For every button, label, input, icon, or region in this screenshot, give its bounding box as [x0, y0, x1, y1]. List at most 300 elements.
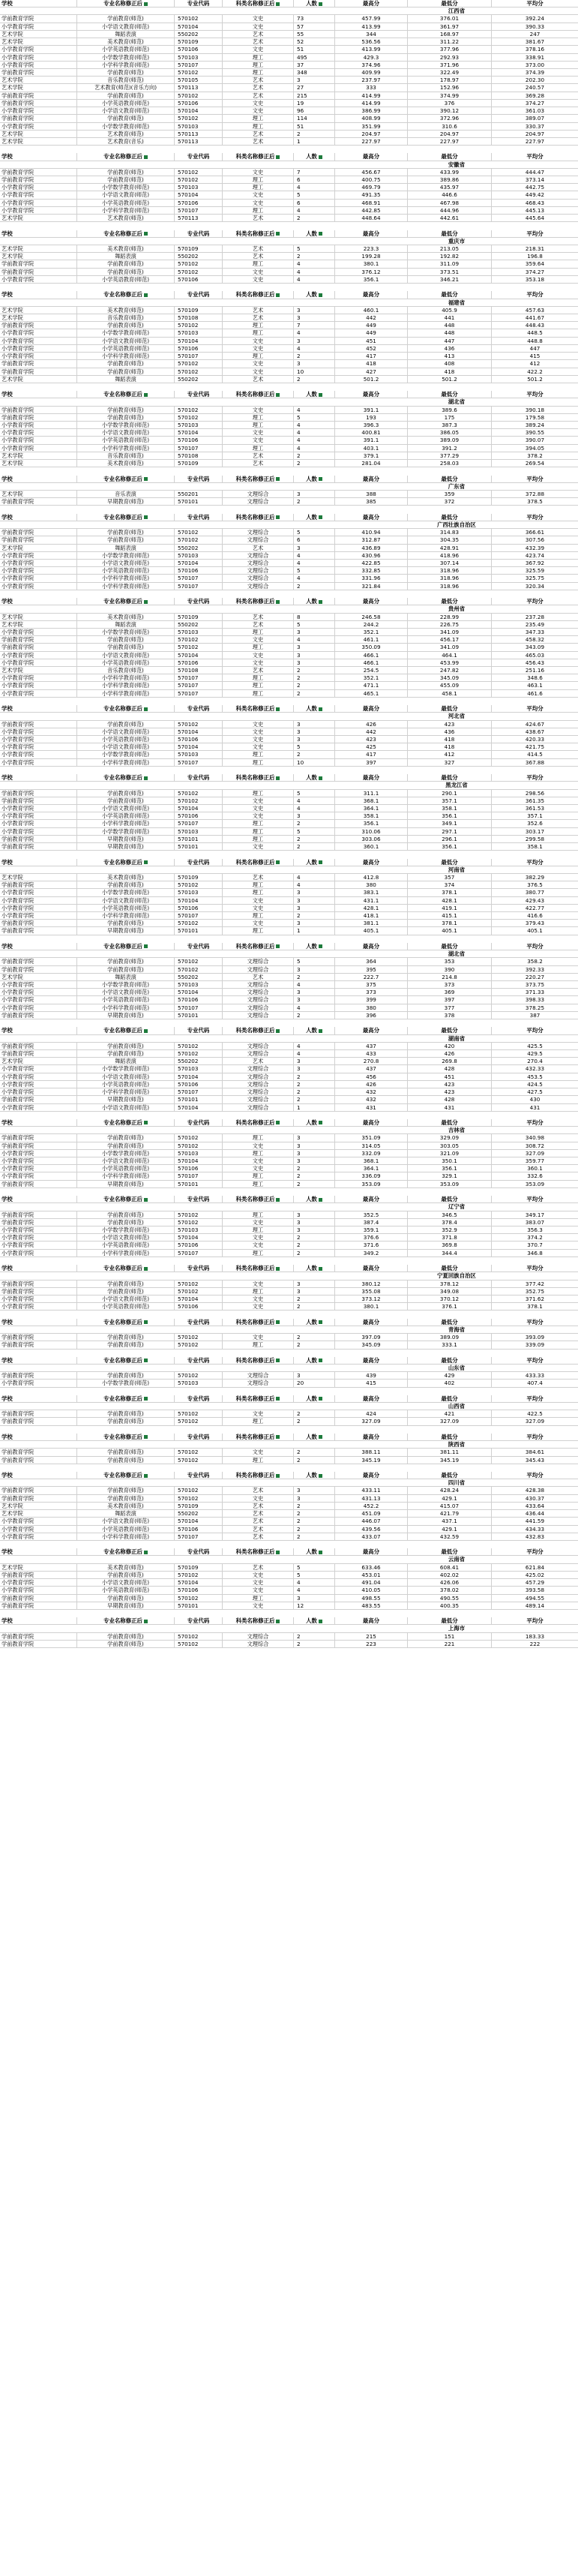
table-row [0, 437, 578, 444]
table-cell-code: 570102 [175, 1043, 223, 1049]
filter-dropdown-icon[interactable] [319, 2, 322, 6]
filter-dropdown-icon[interactable] [319, 1198, 322, 1202]
filter-dropdown-icon[interactable] [276, 1198, 280, 1202]
table-cell-min: 311.09 [408, 260, 492, 267]
column-header-label: 最低分 [441, 475, 458, 482]
table-row [0, 414, 578, 422]
table-cell-avg: 218.31 [525, 245, 545, 252]
filter-dropdown-icon[interactable] [144, 1029, 148, 1033]
table-cell-school: 小学教育学院 [0, 828, 77, 835]
filter-dropdown-icon[interactable] [319, 860, 322, 864]
table-cell-category: 文理综合 [223, 529, 294, 536]
table-cell-max: 449 [335, 322, 408, 329]
column-header-label: 专业代码 [187, 1617, 210, 1625]
table-cell-category: 艺术 [223, 92, 294, 99]
filter-dropdown-icon[interactable] [276, 477, 280, 481]
column-header-school [0, 1617, 77, 1624]
table-cell-min: 377.96 [408, 46, 492, 53]
table-cell-code: 570104 [175, 191, 223, 198]
table-row [0, 491, 578, 498]
column-header-min [408, 0, 492, 7]
filter-dropdown-icon[interactable] [319, 232, 322, 236]
table-cell-school: 学前教育学院 [0, 536, 77, 543]
province-name: 四川省 [448, 1479, 466, 1487]
table-cell-school: 小学教育学院 [0, 23, 77, 30]
table-cell-max: 227.97 [335, 138, 408, 145]
filter-dropdown-icon[interactable] [276, 1397, 280, 1401]
table-cell-avg: 422.5 [527, 1410, 543, 1418]
column-header-label: 最低分 [441, 1356, 458, 1364]
table-cell-major: 小学数学教育(师范) [77, 629, 175, 635]
table-cell-max: 352.1 [335, 629, 408, 635]
column-header-label: 学校 [1, 598, 13, 605]
table-cell-school: 学前教育学院 [0, 797, 77, 804]
table-cell-min: 458.1 [408, 690, 492, 697]
filter-dropdown-icon[interactable] [144, 860, 148, 864]
filter-dropdown-icon[interactable] [144, 707, 148, 711]
table-cell-major: 小学科学教育(师范) [77, 1172, 175, 1179]
table-cell-max: 254.5 [335, 667, 408, 674]
filter-dropdown-icon[interactable] [319, 1320, 322, 1324]
filter-dropdown-icon[interactable] [319, 393, 322, 397]
column-header-min [408, 514, 492, 521]
table-cell-major: 学前教育(师范) [77, 1449, 175, 1455]
table-cell-category: 艺术 [223, 1526, 294, 1533]
filter-dropdown-icon[interactable] [276, 232, 280, 236]
table-cell-school: 小学教育学院 [0, 107, 77, 114]
filter-dropdown-icon[interactable] [144, 1397, 148, 1401]
province-row [0, 483, 578, 491]
table-cell-min: 405.1 [408, 927, 492, 934]
table-cell-max: 311.1 [335, 790, 408, 797]
filter-dropdown-icon[interactable] [144, 1620, 148, 1623]
table-cell-school: 艺术学院 [0, 1058, 77, 1064]
table-row [0, 1142, 578, 1150]
filter-dropdown-icon[interactable] [319, 1620, 322, 1623]
table-cell-count: 3 [294, 736, 335, 743]
table-cell-code: 570107 [175, 690, 223, 697]
table-cell-code: 570101 [175, 1012, 223, 1019]
table-row [0, 1587, 578, 1594]
filter-dropdown-icon[interactable] [276, 1620, 280, 1623]
column-header-max [335, 1548, 408, 1555]
table-cell-category: 理工 [223, 1341, 294, 1348]
filter-dropdown-icon[interactable] [276, 944, 280, 948]
table-cell-avg: 299.58 [525, 835, 545, 842]
filter-dropdown-icon[interactable] [144, 393, 148, 397]
column-header-label: 人数 [306, 1433, 317, 1440]
table-row [0, 1495, 578, 1503]
table-cell-count: 2 [294, 1096, 335, 1103]
filter-dropdown-icon[interactable] [276, 1121, 280, 1124]
filter-dropdown-icon[interactable] [144, 944, 148, 948]
column-header-label: 科类名称修正后 [235, 774, 275, 782]
table-cell-code: 570109 [175, 245, 223, 252]
filter-dropdown-icon[interactable] [319, 1551, 322, 1554]
column-header-avg [492, 1472, 578, 1479]
table-cell-code: 570103 [175, 751, 223, 758]
table-cell-min: 345.09 [408, 674, 492, 681]
province-name: 河北省 [448, 713, 466, 720]
filter-dropdown-icon[interactable] [319, 1435, 322, 1439]
table-cell-code: 570104 [175, 743, 223, 750]
filter-dropdown-icon[interactable] [144, 1551, 148, 1554]
province-row [0, 1203, 578, 1211]
column-header-label: 最低分 [441, 942, 458, 950]
table-cell-max: 501.2 [335, 376, 408, 383]
column-header-max [335, 859, 408, 866]
table-cell-avg: 422.2 [527, 368, 543, 375]
table-row [0, 728, 578, 736]
column-header-label: 学校 [1, 391, 13, 398]
table-cell-major: 小学数学教育(师范) [77, 751, 175, 758]
column-header-major [77, 291, 175, 298]
table-cell-count: 348 [294, 69, 335, 76]
table-cell-max: 373 [335, 989, 408, 995]
filter-dropdown-icon[interactable] [319, 1029, 322, 1033]
table-cell-major: 学前教育(师范) [77, 1572, 175, 1578]
filter-dropdown-icon[interactable] [144, 155, 148, 159]
column-header-label: 最低分 [441, 153, 458, 161]
table-cell-code: 570101 [175, 1602, 223, 1609]
filter-dropdown-icon[interactable] [276, 293, 280, 297]
column-header-label: 最高分 [362, 1118, 380, 1126]
column-header-label: 平均分 [526, 1472, 544, 1479]
column-header-count [294, 598, 335, 605]
column-header-label: 科类名称修正后 [235, 475, 275, 482]
column-header-label: 平均分 [526, 1265, 544, 1272]
table-cell-category: 文理综合 [223, 1081, 294, 1088]
table-cell-school: 学前教育学院 [0, 1219, 77, 1226]
column-header-count [294, 476, 335, 482]
province-row [0, 299, 578, 307]
filter-dropdown-icon[interactable] [276, 776, 280, 780]
table-cell-major: 音乐教育(师范) [77, 314, 175, 321]
table-cell-school: 小学教育学院 [0, 437, 77, 443]
table-cell-max: 536.56 [335, 38, 408, 45]
table-cell-major: 学前教育(师范) [77, 1341, 175, 1348]
table-cell-max: 426 [335, 721, 408, 728]
table-cell-count: 2 [294, 1234, 335, 1241]
filter-dropdown-icon[interactable] [276, 155, 280, 159]
filter-dropdown-icon[interactable] [319, 707, 322, 711]
filter-dropdown-icon[interactable] [144, 776, 148, 780]
filter-dropdown-icon[interactable] [319, 1474, 322, 1478]
column-header-label: 最高分 [362, 1196, 380, 1203]
table-cell-count: 7 [294, 169, 335, 176]
table-cell-school: 学前教育学院 [0, 498, 77, 505]
table-row [0, 184, 578, 191]
filter-dropdown-icon[interactable] [144, 293, 148, 297]
table-row [0, 115, 578, 122]
table-cell-school: 学前教育学院 [0, 1043, 77, 1049]
column-header-max [335, 476, 408, 482]
table-cell-major: 学前教育(师范) [77, 1219, 175, 1226]
table-cell-school: 艺术学院 [0, 77, 77, 83]
filter-dropdown-icon[interactable] [319, 477, 322, 481]
table-cell-code: 550202 [175, 31, 223, 38]
table-row [0, 1234, 578, 1241]
table-cell-max: 465.1 [335, 690, 408, 697]
table-cell-avg: 240.57 [525, 84, 545, 92]
filter-dropdown-icon[interactable] [276, 1474, 280, 1478]
filter-dropdown-icon[interactable] [276, 1029, 280, 1033]
table-cell-min: 353.09 [408, 1181, 492, 1187]
column-header-max [335, 1196, 408, 1202]
table-cell-major: 艺术教育(师范)(音乐方向) [77, 84, 175, 91]
table-cell-code: 570106 [175, 1081, 223, 1088]
table-cell-min: 357.1 [408, 797, 492, 804]
table-cell-category: 理工 [223, 682, 294, 689]
table-row [0, 1341, 578, 1349]
filter-dropdown-icon[interactable] [276, 1551, 280, 1554]
table-row [0, 736, 578, 743]
filter-dropdown-icon[interactable] [276, 393, 280, 397]
table-cell-max: 452 [335, 345, 408, 352]
table-cell-major: 小学语文教育(师范) [77, 1073, 175, 1080]
column-header-label: 专业名称修正后 [103, 598, 142, 605]
filter-dropdown-icon[interactable] [144, 232, 148, 236]
column-header-code [175, 1196, 223, 1202]
table-cell-code: 570102 [175, 1288, 223, 1295]
filter-dropdown-icon[interactable] [276, 1267, 280, 1271]
table-cell-count: 2 [294, 1241, 335, 1248]
column-header-label: 平均分 [526, 230, 544, 237]
filter-dropdown-icon[interactable] [319, 944, 322, 948]
column-header-school [0, 1319, 77, 1326]
table-cell-max: 376.12 [335, 269, 408, 275]
table-cell-code: 570106 [175, 1587, 223, 1593]
table-cell-category: 文史 [223, 46, 294, 53]
filter-dropdown-icon[interactable] [319, 1359, 322, 1362]
table-cell-max: 413.99 [335, 23, 408, 30]
table-cell-max: 270.8 [335, 1058, 408, 1064]
table-cell-count: 2 [294, 1012, 335, 1019]
column-header-category [223, 1617, 294, 1624]
column-header-label: 专业代码 [187, 942, 210, 950]
column-header-label: 最高分 [362, 391, 380, 398]
table-cell-avg: 392.24 [525, 15, 545, 23]
province-row [0, 866, 578, 874]
table-row [0, 1226, 578, 1234]
table-row [0, 889, 578, 896]
table-cell-avg: 407.4 [527, 1380, 543, 1387]
province-row [0, 1272, 578, 1280]
table-cell-count: 3 [294, 1058, 335, 1064]
filter-dropdown-icon[interactable] [144, 1198, 148, 1202]
table-cell-school: 小学教育学院 [0, 1165, 77, 1172]
section-gap [0, 698, 578, 705]
table-row [0, 1157, 578, 1165]
table-cell-code: 550202 [175, 253, 223, 260]
column-header-code [175, 774, 223, 781]
table-cell-count: 4 [294, 874, 335, 881]
table-cell-school: 艺术学院 [0, 245, 77, 252]
table-cell-min: 247.82 [408, 667, 492, 674]
table-cell-category: 理工 [223, 1150, 294, 1157]
table-cell-min: 371.8 [408, 1234, 492, 1241]
table-cell-code: 570104 [175, 897, 223, 904]
table-cell-avg: 372.88 [525, 491, 545, 497]
table-cell-code: 570101 [175, 1181, 223, 1187]
table-cell-major: 小学语文教育(师范) [77, 897, 175, 904]
table-cell-major: 小学科学教育(师范) [77, 62, 175, 68]
filter-dropdown-icon[interactable] [319, 155, 322, 159]
table-cell-min: 423 [408, 1081, 492, 1088]
province-name: 上海市 [448, 1625, 466, 1632]
table-cell-avg: 343.09 [525, 644, 545, 651]
table-row [0, 828, 578, 836]
column-header-school [0, 598, 77, 605]
table-cell-avg: 378.25 [525, 1004, 545, 1011]
table-cell-count: 4 [294, 437, 335, 443]
column-header-label: 学校 [1, 1617, 13, 1625]
table-row [0, 1503, 578, 1510]
table-cell-max: 368.1 [335, 1157, 408, 1164]
filter-dropdown-icon[interactable] [319, 1121, 322, 1124]
column-header-code [175, 1357, 223, 1364]
section-gap [0, 590, 578, 598]
column-header-code [175, 1472, 223, 1479]
table-row [0, 429, 578, 437]
column-header-major [77, 230, 175, 237]
column-header-school [0, 705, 77, 712]
table-cell-major: 小学语文教育(师范) [77, 1579, 175, 1586]
filter-dropdown-icon[interactable] [276, 2, 280, 6]
table-cell-major: 小学数学教育(师范) [77, 889, 175, 896]
table-cell-min: 378.1 [408, 889, 492, 896]
table-cell-count: 215 [294, 92, 335, 99]
province-name: 湖北省 [448, 398, 466, 406]
filter-dropdown-icon[interactable] [319, 515, 322, 519]
table-cell-max: 237.97 [335, 77, 408, 83]
table-row [0, 422, 578, 429]
table-cell-school: 学前教育学院 [0, 920, 77, 926]
table-cell-major: 学前教育(师范) [77, 322, 175, 329]
table-row [0, 314, 578, 322]
table-cell-code: 570103 [175, 1065, 223, 1072]
column-header-label: 科类名称修正后 [235, 1472, 275, 1479]
filter-dropdown-icon[interactable] [144, 1320, 148, 1324]
column-header-label: 最低分 [441, 1548, 458, 1556]
filter-dropdown-icon[interactable] [276, 600, 280, 604]
table-cell-min: 310.6 [408, 123, 492, 130]
column-header-label: 最高分 [362, 705, 380, 713]
table-cell-min: 204.97 [408, 131, 492, 137]
column-header-label: 科类名称修正后 [235, 1617, 275, 1625]
table-cell-major: 学前教育(师范) [77, 1641, 175, 1647]
table-cell-major: 美术教育(师范) [77, 1564, 175, 1571]
table-row [0, 989, 578, 996]
section-gap [0, 467, 578, 475]
table-row [0, 1449, 578, 1456]
table-cell-max: 336.09 [335, 1172, 408, 1179]
table-cell-school: 小学教育学院 [0, 184, 77, 191]
table-cell-count: 4 [294, 329, 335, 336]
filter-dropdown-icon[interactable] [144, 1435, 148, 1439]
filter-dropdown-icon[interactable] [144, 515, 148, 519]
table-cell-school: 小学教育学院 [0, 905, 77, 911]
table-cell-code: 570102 [175, 1641, 223, 1647]
filter-dropdown-icon[interactable] [144, 1359, 148, 1362]
table-cell-major: 小学数学教育(师范) [77, 422, 175, 428]
filter-dropdown-icon[interactable] [319, 776, 322, 780]
filter-dropdown-icon[interactable] [144, 2, 148, 6]
column-header-label: 最高分 [362, 1617, 380, 1625]
table-cell-category: 文史 [223, 169, 294, 176]
filter-dropdown-icon[interactable] [319, 293, 322, 297]
table-cell-major: 舞蹈表演 [77, 31, 175, 38]
table-cell-min: 372 [408, 498, 492, 505]
table-row [0, 682, 578, 689]
table-cell-min: 152.96 [408, 84, 492, 91]
column-header-label: 人数 [306, 153, 317, 161]
table-cell-min: 290.1 [408, 790, 492, 797]
column-header-label: 专业名称修正后 [103, 942, 142, 950]
filter-dropdown-icon[interactable] [276, 1359, 280, 1362]
filter-dropdown-icon[interactable] [144, 1267, 148, 1271]
column-header-max [335, 598, 408, 605]
filter-dropdown-icon[interactable] [144, 1474, 148, 1478]
table-cell-max: 395 [335, 966, 408, 973]
table-cell-code: 550202 [175, 621, 223, 628]
section-gap [0, 851, 578, 858]
table-cell-major: 小学英语教育(师范) [77, 996, 175, 1003]
table-cell-max: 397 [335, 759, 408, 766]
filter-dropdown-icon[interactable] [276, 1435, 280, 1439]
filter-dropdown-icon[interactable] [276, 1320, 280, 1324]
table-cell-code: 570104 [175, 1518, 223, 1524]
filter-dropdown-icon[interactable] [276, 515, 280, 519]
table-cell-count: 2 [294, 583, 335, 590]
province-row [0, 1625, 578, 1632]
table-cell-avg: 390.33 [525, 23, 545, 30]
table-cell-count: 5 [294, 191, 335, 198]
table-cell-count: 2 [294, 376, 335, 383]
column-header-count [294, 1395, 335, 1402]
filter-dropdown-icon[interactable] [319, 1397, 322, 1401]
filter-dropdown-icon[interactable] [319, 1267, 322, 1271]
table-cell-max: 380.1 [335, 260, 408, 267]
table-cell-avg: 352.6 [527, 820, 543, 827]
table-cell-avg: 179.58 [525, 413, 545, 421]
filter-dropdown-icon[interactable] [144, 1121, 148, 1124]
column-header-school [0, 1472, 77, 1479]
table-cell-school: 小学教育学院 [0, 200, 77, 206]
table-cell-major: 学前教育(师范) [77, 790, 175, 797]
column-header-label: 学校 [1, 0, 13, 7]
filter-dropdown-icon[interactable] [276, 860, 280, 864]
table-cell-min: 429.1 [408, 1495, 492, 1502]
table-row [0, 920, 578, 927]
table-cell-code: 570103 [175, 329, 223, 336]
table-cell-major: 早期教育(师范) [77, 1602, 175, 1609]
filter-dropdown-icon[interactable] [144, 600, 148, 604]
filter-dropdown-icon[interactable] [319, 600, 322, 604]
filter-dropdown-icon[interactable] [144, 477, 148, 481]
table-cell-major: 学前教育(师范) [77, 360, 175, 367]
table-cell-major: 美术教育(师范) [77, 874, 175, 881]
table-cell-major: 小学语文教育(师范) [77, 652, 175, 659]
filter-dropdown-icon[interactable] [276, 707, 280, 711]
table-cell-avg: 398.33 [525, 996, 545, 1004]
table-cell-school: 学前教育学院 [0, 169, 77, 176]
table-cell-count: 4 [294, 345, 335, 352]
table-cell-major: 学前教育(师范) [77, 958, 175, 965]
section-gap [0, 1464, 578, 1472]
table-cell-min: 371.96 [408, 62, 492, 68]
table-row [0, 92, 578, 100]
